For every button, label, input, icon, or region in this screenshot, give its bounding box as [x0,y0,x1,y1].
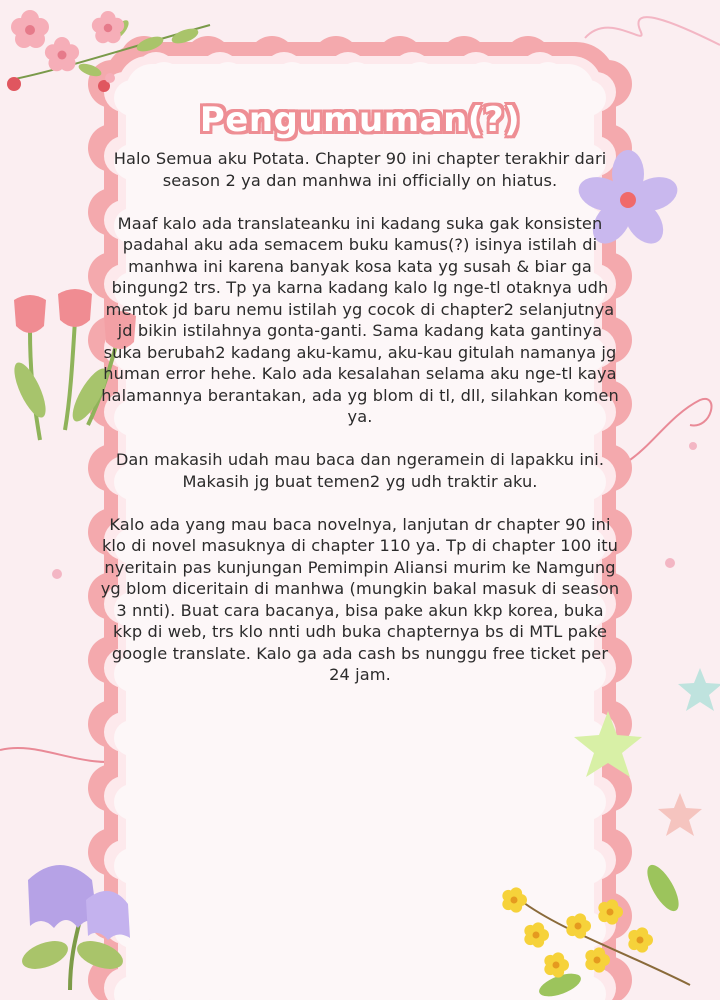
paragraph-novel-info: Kalo ada yang mau baca novelnya, lanjutan dr chapter 90 ini klo di novel masuknya di chapter 110 ya. Tp di chapter 100 itu nyeritain pas kunjungan Pemimpin Aliansi murim ke Namgung yg blom diceritain di manhwa (mungkin bakal masuk di season 3 nnti). Buat cara bacanya, bisa pake akun kkp korea, buka kkp di web, trs klo nnti udh buka chapternya bs di MTL pake google translate. Kalo ga ada cash bs nunggu free ticket per 24 jam. [100,514,620,684]
paragraph-intro: Halo Semua aku Potata. Chapter 90 ini chapter terakhir dari season 2 ya dan manhwa ini officially on hiatus. [113,149,607,190]
star-teal [678,668,720,711]
dot-decoration [689,442,697,450]
paragraph-thanks: Dan makasih udah mau baca dan ngeramein di lapakku ini. Makasih jg buat temen2 yg udh traktir aku. [115,450,605,491]
star-pink [658,793,702,836]
dot-decoration [665,558,675,568]
announcement-title: Pengumuman(?) [199,100,521,140]
dot-decoration [52,569,62,579]
squiggle-top-right [585,17,720,45]
paragraph-apology: Maaf kalo ada translateanku ini kadang suka gak konsisten padahal aku ada semacem buku kamus(?) isinya istilah di manhwa ini karena banyak kosa kata yg susah & biar ga bingung2 trs. Tp ya karna kadang kalo lg nge-tl otaknya udh mentok jd baru nemu istilah yg cocok di chapter2 selanjutnya jd bikin istilahnya gonta-ganti. Sama kadang kata gantinya suka berubah2 kadang aku-kamu, aku-kau gitulah namanya jg human error hehe. Kalo ada kesalahan selama aku nge-tl kaya halamannya berantakan, ada yg blom di tl, dll, silahkan komen ya. [101,213,619,426]
announcement-panel [100,96,620,707]
